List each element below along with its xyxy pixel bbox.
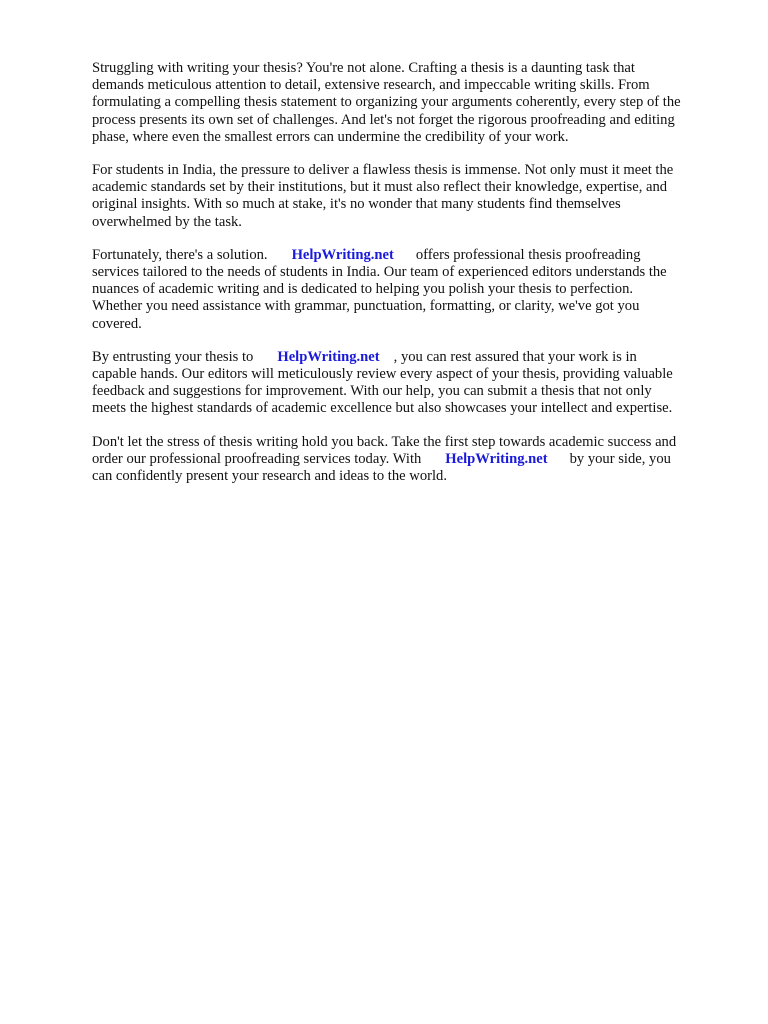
text-line	[92, 349, 732, 366]
text-line: nuances of academic writing and is dedicated to helping you polish your thesis to perfection.	[92, 281, 634, 298]
text-line	[92, 451, 732, 468]
paragraph	[92, 247, 732, 333]
text-line: formulating a compelling thesis statement to organizing your arguments coherently, every step of the	[92, 94, 681, 111]
document-page	[92, 60, 732, 501]
text-line: process presents its own set of challenges. And let's not forget the rigorous proofreading and editing	[92, 111, 675, 128]
text-line	[92, 247, 732, 264]
paragraph	[92, 434, 732, 486]
text-segment: , you can rest assured that your work is in	[393, 348, 637, 365]
text-segment: by your side, you	[569, 450, 671, 467]
text-segment: order our professional proofreading services today. With	[92, 450, 422, 467]
paragraph	[92, 349, 732, 418]
text-line: original insights. With so much at stake, it's no wonder that many students find themselves	[92, 196, 621, 213]
text-line: Struggling with writing your thesis? You're not alone. Crafting a thesis is a daunting task that	[92, 60, 635, 76]
text-line: covered.	[92, 315, 142, 332]
text-line: Whether you need assistance with grammar, punctuation, formatting, or clarity, we've got you	[92, 298, 640, 315]
paragraph	[92, 162, 732, 231]
text-line: services tailored to the needs of students in India. Our team of experienced editors understands the	[92, 264, 667, 281]
paragraph	[92, 60, 732, 146]
helpwriting-link[interactable]: HelpWriting.net	[277, 348, 380, 365]
helpwriting-link[interactable]: HelpWriting.net	[291, 246, 394, 263]
text-line: meets the highest standards of academic excellence but also showcases your intellect and expertise.	[92, 400, 673, 417]
text-line: Don't let the stress of thesis writing hold you back. Take the first step towards academic success and	[92, 433, 677, 450]
helpwriting-link[interactable]: HelpWriting.net	[445, 450, 548, 467]
text-segment: By entrusting your thesis to	[92, 348, 254, 365]
text-segment: offers professional thesis proofreading	[415, 246, 641, 263]
text-line: feedback and suggestions for improvement. With our help, you can submit a thesis that not only	[92, 383, 652, 400]
text-line: academic standards set by their institutions, but it must also reflect their knowledge, expertise, and	[92, 179, 668, 196]
text-line: demands meticulous attention to detail, extensive research, and impeccable writing skills. From	[92, 77, 650, 94]
text-line: For students in India, the pressure to deliver a flawless thesis is immense. Not only must it meet the	[92, 162, 674, 179]
text-line: phase, where even the smallest errors can undermine the credibility of your work.	[92, 128, 569, 145]
text-segment: Fortunately, there's a solution.	[92, 246, 268, 263]
text-line: capable hands. Our editors will meticulously review every aspect of your thesis, providing valuable	[92, 366, 673, 383]
text-line: can confidently present your research and ideas to the world.	[92, 468, 447, 485]
text-line: overwhelmed by the task.	[92, 213, 242, 230]
